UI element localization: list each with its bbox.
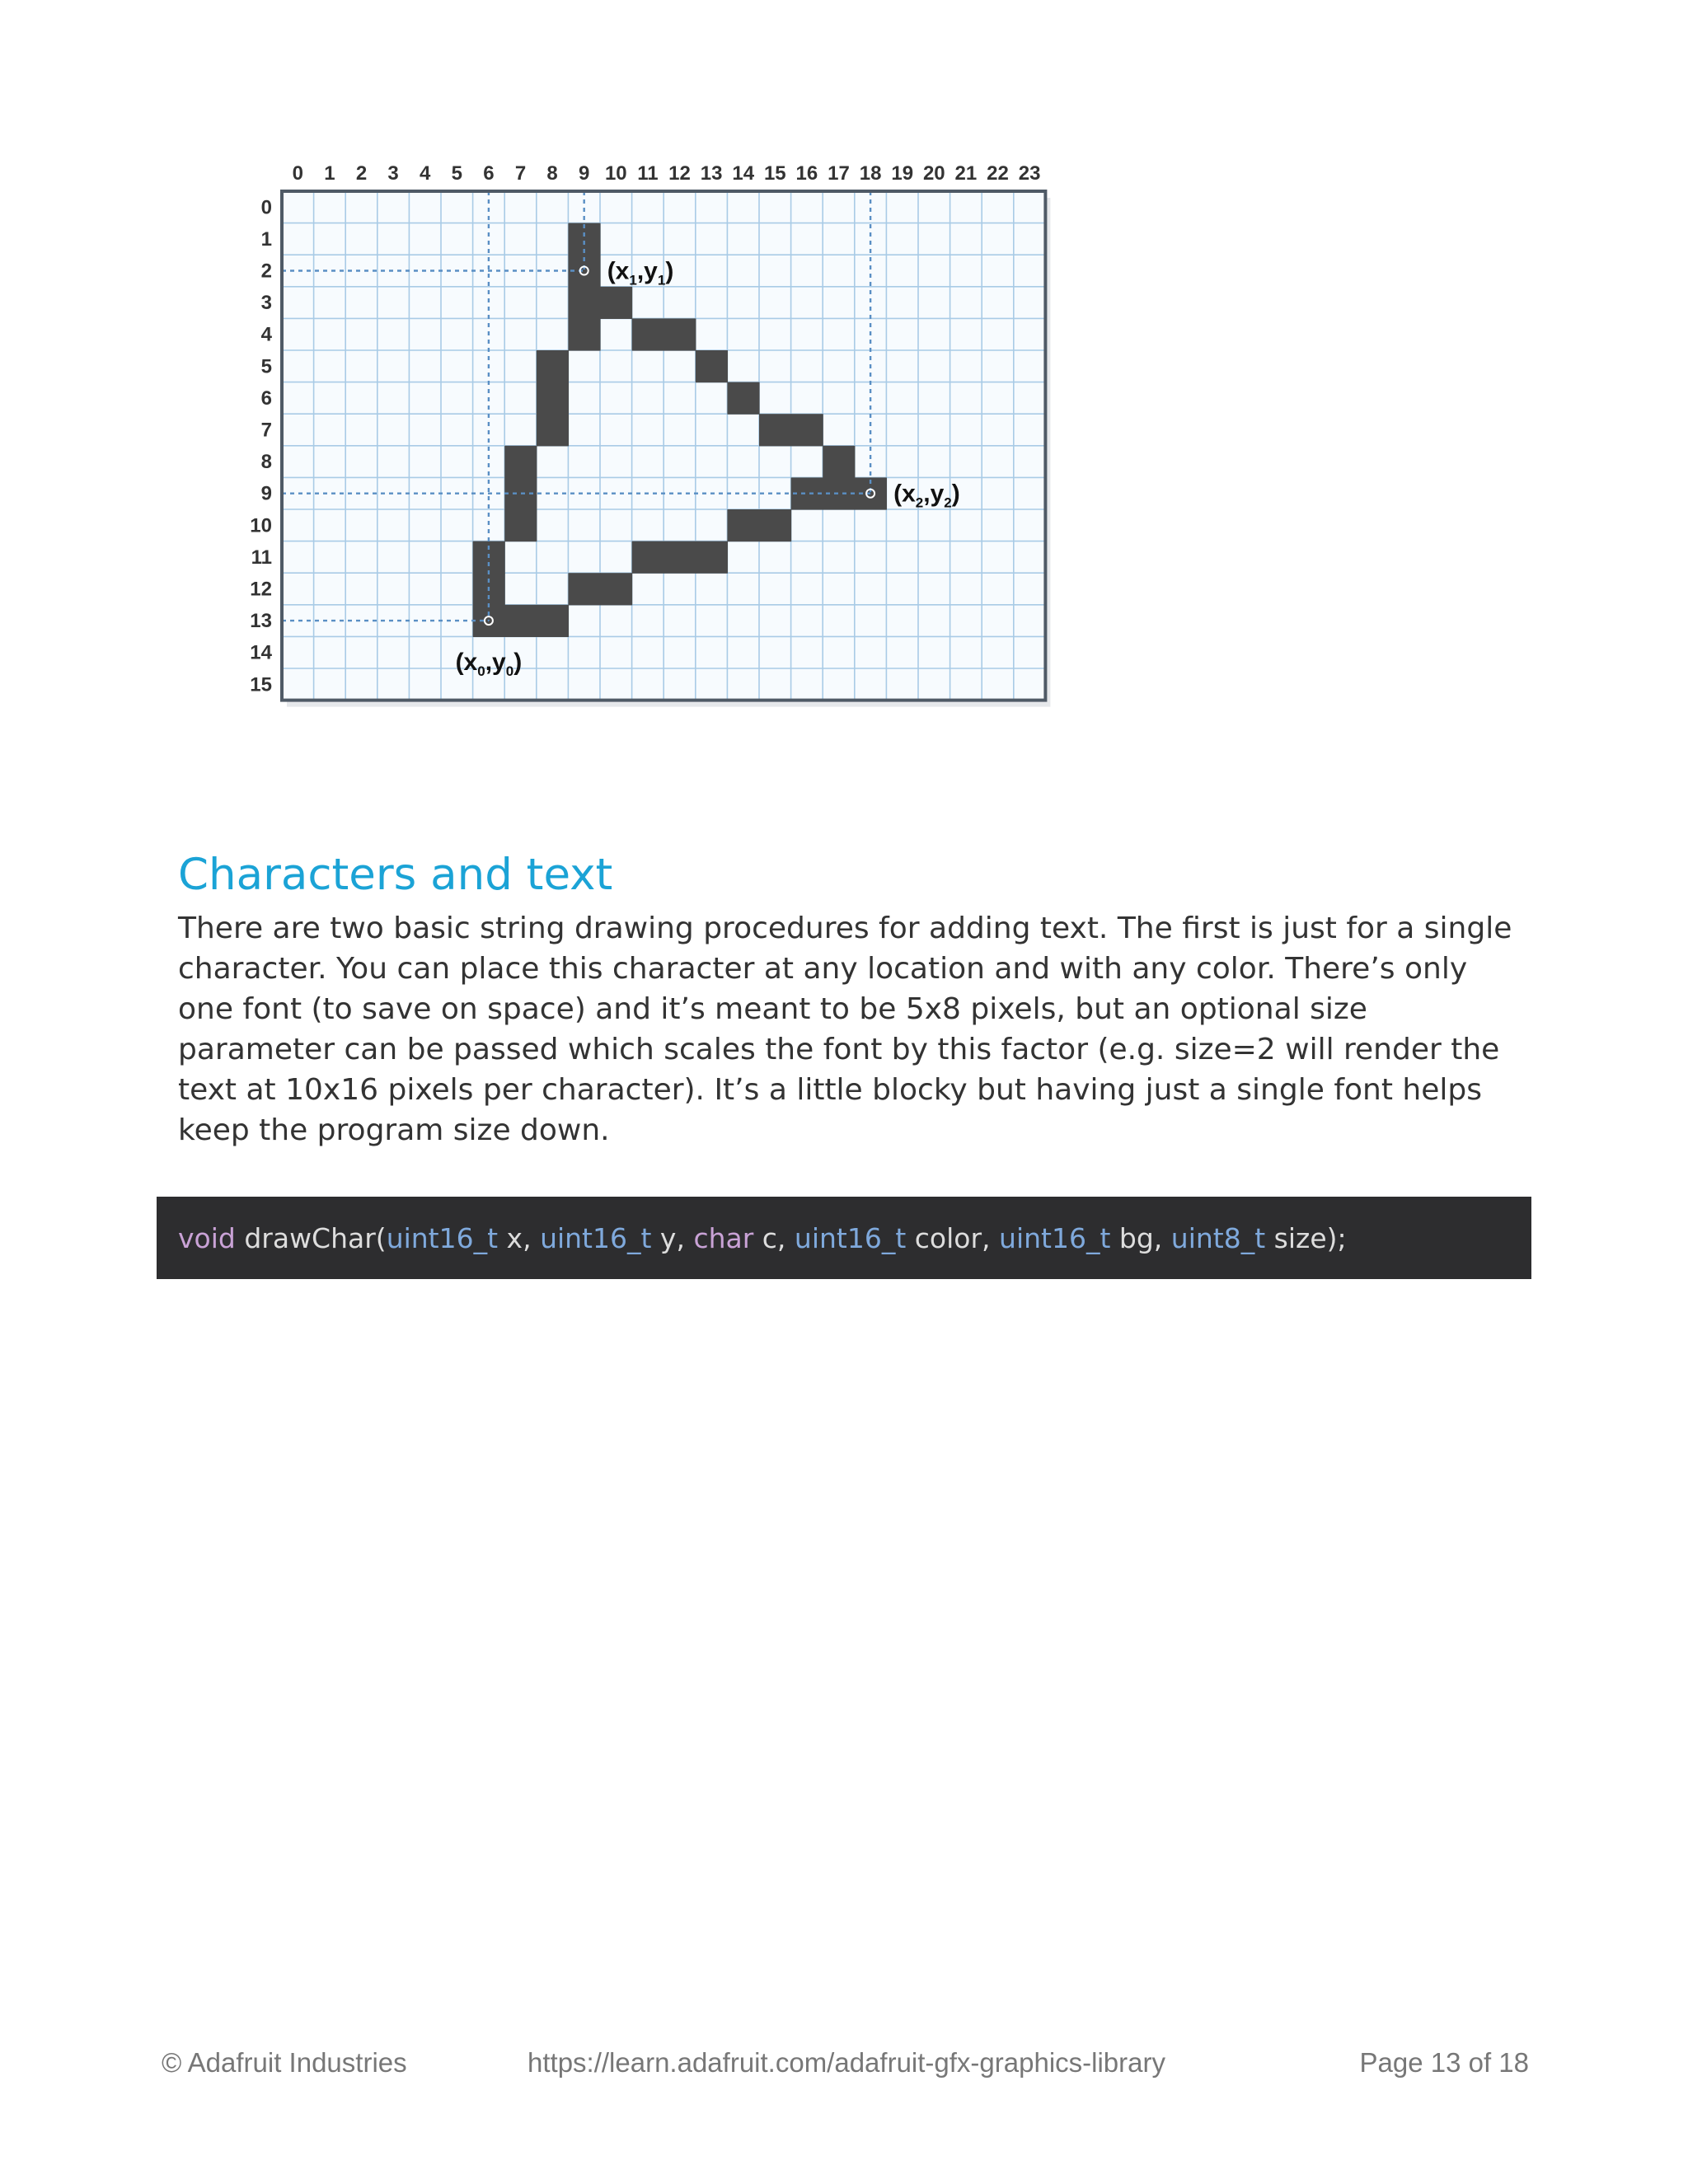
point-label-text: ): [513, 649, 523, 677]
code-token-plain: c,: [753, 1221, 795, 1254]
row-label: 3: [260, 292, 272, 315]
column-label: 9: [579, 162, 590, 185]
filled-pixel: [696, 541, 728, 574]
footer-page-number: Page 13 of 18: [1359, 2047, 1529, 2078]
column-label: 16: [795, 162, 818, 185]
section-paragraph: There are two basic string drawing procedures for adding text. The first is just for a single character. You can place this character at any location and with any color. There’s only one font (to save on space) and it’s meant to be 5x8 pixels, but an optional size parameter can be passed which scales the font by this factor (e.g. size=2 will render the text at 10x16 pixels per character). It’s a little blocky but having just a single font helps keep the program size down.: [178, 912, 1512, 1147]
row-label: 9: [260, 482, 272, 505]
footer-copyright: © Adafruit Industries: [162, 2047, 407, 2078]
point-label-subscript: 2: [944, 494, 952, 511]
row-label: 7: [260, 419, 272, 442]
filled-pixel: [759, 509, 791, 541]
row-label: 10: [250, 514, 272, 537]
code-token-plain: color,: [906, 1221, 1000, 1254]
filled-pixel: [537, 382, 569, 415]
filled-pixel: [791, 414, 823, 446]
point-label-text: ,y: [636, 257, 658, 285]
filled-pixel: [632, 541, 664, 574]
column-label: 7: [514, 162, 527, 185]
code-token-plain: size);: [1265, 1221, 1347, 1254]
code-token-type: uint16_t: [794, 1221, 907, 1254]
filled-pixel: [537, 414, 569, 446]
column-label: 20: [922, 162, 945, 185]
point-label-text: ,y: [485, 649, 506, 677]
filled-pixel: [568, 573, 600, 605]
point-label-subscript: 2: [915, 494, 924, 511]
code-token-type: uint16_t: [386, 1221, 499, 1254]
code-token-type: uint16_t: [540, 1221, 652, 1254]
code-token-plain: y,: [651, 1221, 694, 1254]
row-label: 8: [260, 451, 272, 474]
point-label-subscript: 0: [477, 663, 485, 680]
row-label: 4: [260, 323, 272, 346]
point-label-text: ): [951, 480, 960, 508]
column-label: 18: [859, 162, 882, 185]
filled-pixel: [537, 605, 569, 637]
filled-pixel: [504, 509, 537, 541]
point-label-text: (x: [455, 649, 478, 677]
column-label: 15: [763, 162, 786, 185]
column-label: 14: [732, 162, 755, 185]
filled-pixel: [663, 541, 696, 574]
point-label-text: (x: [607, 257, 630, 285]
code-token-keyword: char: [693, 1221, 754, 1254]
point-label-text: (x: [893, 480, 916, 508]
row-label: 5: [260, 355, 272, 378]
filled-pixel: [727, 509, 759, 541]
filled-pixel: [473, 605, 505, 637]
filled-pixel: [537, 350, 569, 382]
row-label: 0: [260, 196, 272, 219]
filled-pixel: [823, 446, 855, 478]
row-label: 2: [260, 260, 272, 283]
filled-pixel: [600, 573, 632, 605]
column-label: 23: [1018, 162, 1041, 185]
filled-pixel: [504, 605, 537, 637]
column-label: 2: [355, 162, 368, 185]
column-label: 0: [292, 162, 303, 185]
column-label: 4: [420, 162, 431, 185]
code-token-type: uint16_t: [999, 1221, 1111, 1254]
code-token-plain: drawChar(: [235, 1221, 387, 1254]
filled-pixel: [727, 382, 759, 415]
code-token-plain: bg,: [1110, 1221, 1171, 1254]
row-label: 11: [251, 546, 272, 569]
column-label: 8: [546, 162, 558, 185]
row-label: 14: [250, 641, 272, 664]
point-label-subscript: 1: [657, 272, 666, 288]
point-label-text: ,y: [923, 480, 945, 508]
row-label: 13: [250, 610, 272, 633]
filled-pixel: [632, 318, 664, 350]
column-label: 11: [637, 162, 659, 185]
filled-pixel: [568, 318, 600, 350]
code-token-keyword: void: [178, 1221, 236, 1254]
column-label: 13: [700, 162, 723, 185]
column-label: 17: [828, 162, 850, 185]
section-heading: Characters and text: [178, 850, 613, 900]
filled-pixel: [696, 350, 728, 382]
filled-pixel: [504, 446, 537, 478]
column-label: 21: [954, 162, 978, 185]
filled-pixel: [600, 287, 632, 319]
code-block: [157, 1197, 1531, 1279]
point-label-subscript: 0: [505, 663, 514, 680]
row-label: 15: [250, 673, 272, 696]
column-label: 1: [324, 162, 335, 185]
row-label: 1: [260, 227, 272, 251]
filled-pixel: [663, 318, 696, 350]
pixel-grid-figure: [231, 148, 1071, 758]
point-label-subscript: 1: [629, 272, 637, 288]
column-label: 10: [604, 162, 627, 185]
code-token-plain: x,: [498, 1221, 541, 1254]
column-label: 5: [451, 162, 462, 185]
column-label: 3: [387, 162, 399, 185]
pixel-grid-diagram: [231, 148, 1071, 758]
column-label: 22: [987, 162, 1009, 185]
column-label: 12: [668, 162, 691, 185]
column-label: 19: [891, 162, 914, 185]
code-token-type: uint8_t: [1170, 1221, 1266, 1254]
point-label-text: ): [665, 257, 674, 285]
row-label: 6: [260, 387, 272, 410]
column-label: 6: [483, 162, 495, 185]
filled-pixel: [568, 287, 600, 319]
row-label: 12: [250, 578, 272, 601]
filled-pixel: [759, 414, 791, 446]
footer-url: https://learn.adafruit.com/adafruit-gfx-graphics-library: [528, 2047, 1165, 2078]
